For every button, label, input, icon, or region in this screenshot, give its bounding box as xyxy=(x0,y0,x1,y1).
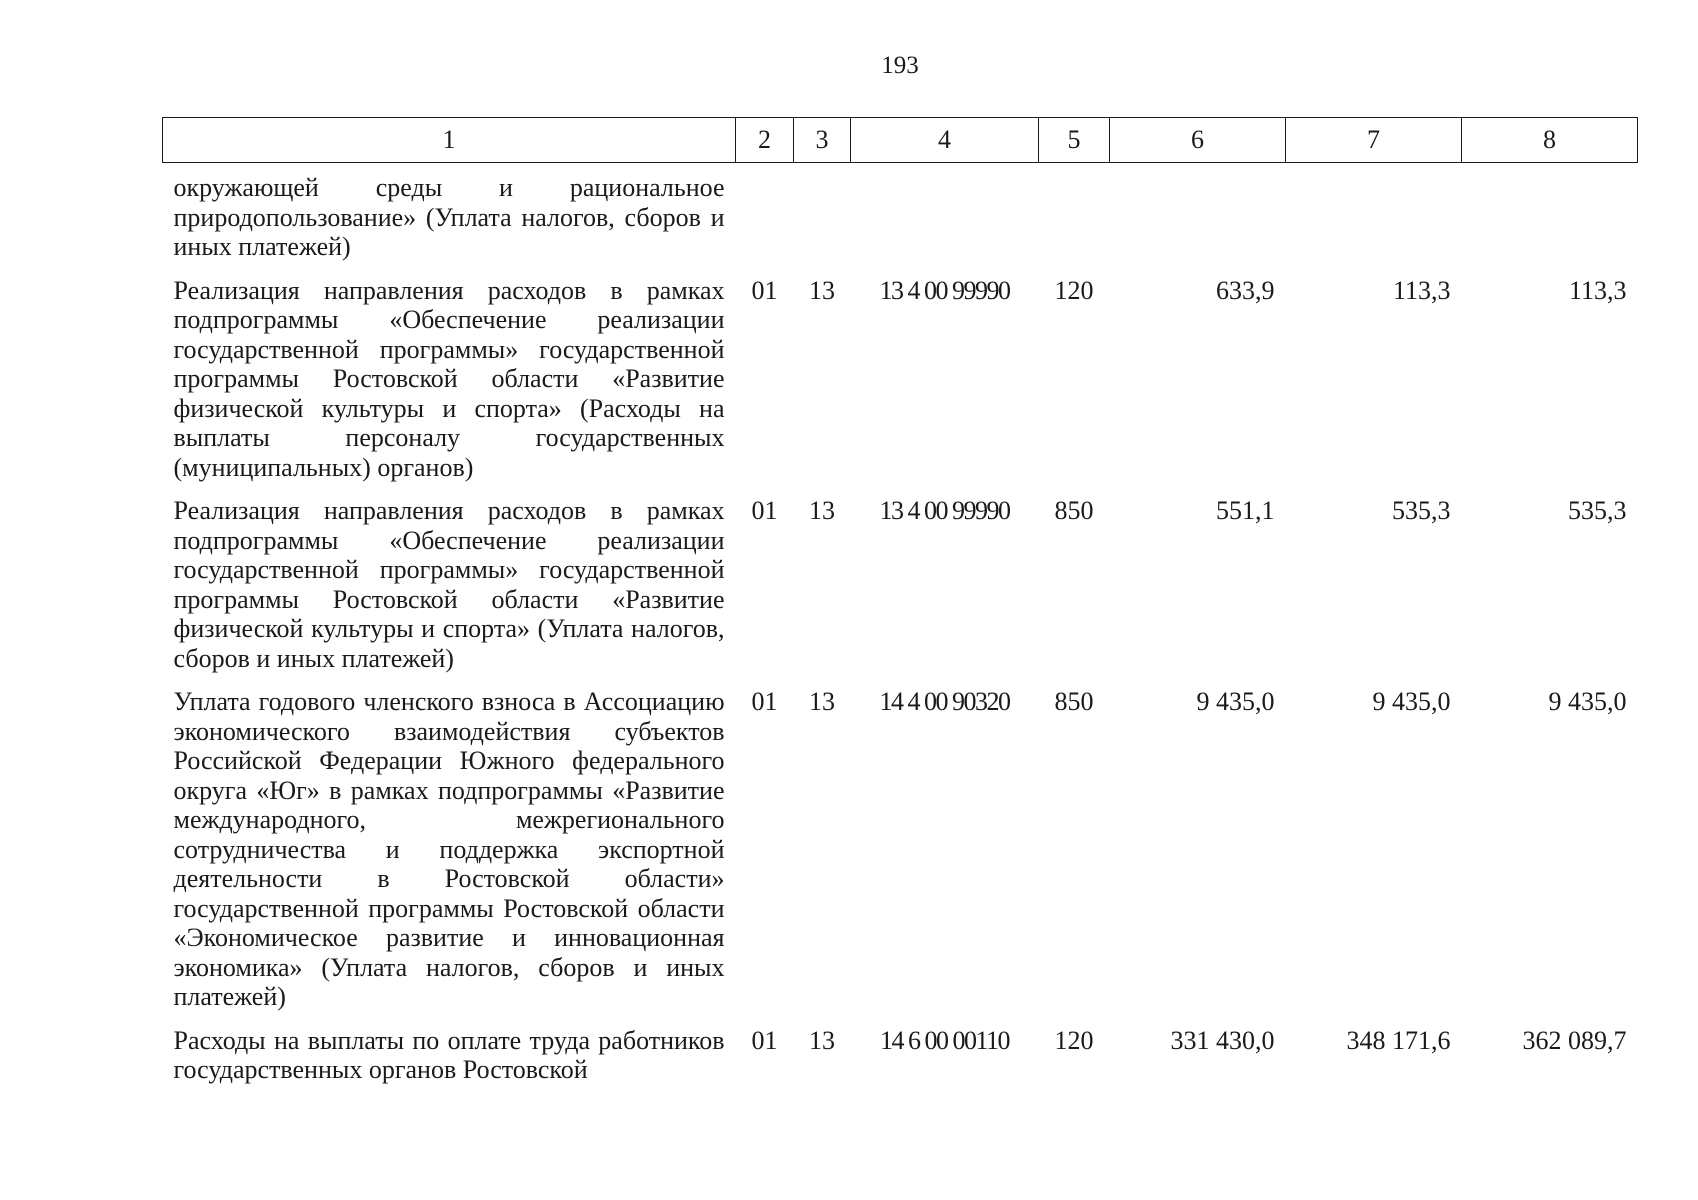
table-row xyxy=(163,276,1638,497)
row-description: Расходы на выплаты по оплате труда работников государственных органов Ростовской xyxy=(173,1025,725,1084)
amount-col7: 535,3 xyxy=(1392,496,1451,525)
column-header: 3 xyxy=(794,118,851,163)
amount-col7: 348 171,6 xyxy=(1346,1025,1451,1055)
amount-col7: 9 435,0 xyxy=(1372,687,1451,716)
target-article-code: 13 4 00 99990 xyxy=(879,275,1010,305)
target-article-code xyxy=(851,163,1039,276)
column-header: 5 xyxy=(1039,118,1110,163)
section-code: 01 xyxy=(751,1025,778,1055)
column-header: 2 xyxy=(736,118,794,163)
amount-col7: 113,3 xyxy=(1392,275,1451,305)
amount-col6: 633,9 xyxy=(1216,275,1275,305)
expense-type-code xyxy=(1039,163,1110,276)
budget-table xyxy=(162,117,1638,1085)
expense-type-code: 120 xyxy=(1054,275,1094,305)
amount-col6 xyxy=(1110,163,1286,276)
amount-col8: 9 435,0 xyxy=(1548,687,1627,716)
column-header: 8 xyxy=(1462,118,1638,163)
expense-type-code: 850 xyxy=(1054,687,1094,716)
subsection-code: 13 xyxy=(809,1025,835,1055)
column-header: 7 xyxy=(1286,118,1462,163)
target-article-code: 13 4 00 99990 xyxy=(879,496,1010,525)
amount-col8: 362 089,7 xyxy=(1522,1025,1627,1055)
column-header: 1 xyxy=(163,118,736,163)
table-body xyxy=(163,163,1638,1085)
amount-col8: 535,3 xyxy=(1568,496,1627,525)
table-row xyxy=(163,163,1638,276)
table-row xyxy=(163,1026,1638,1085)
target-article-code: 14 6 00 00110 xyxy=(879,1025,1010,1055)
column-header: 6 xyxy=(1110,118,1286,163)
amount-col6: 551,1 xyxy=(1216,496,1275,525)
section-code: 01 xyxy=(751,496,778,525)
table-header xyxy=(163,118,1638,163)
table-row xyxy=(163,496,1638,687)
amount-col6: 9 435,0 xyxy=(1196,687,1275,716)
amount-col8 xyxy=(1462,163,1638,276)
subsection-code: 13 xyxy=(809,687,835,716)
expense-type-code: 120 xyxy=(1054,1025,1094,1055)
row-description: Реализация направления расходов в рамках подпрограммы «Обеспечение реализации государственной программы» государственной программы Ростовской области «Развитие физической культуры и спорта» (Расходы на выплаты персоналу государственных (муниципальных) органов) xyxy=(173,275,725,482)
expense-type-code: 850 xyxy=(1054,496,1094,525)
section-code: 01 xyxy=(751,687,778,716)
column-header: 4 xyxy=(851,118,1039,163)
page-number: 193 xyxy=(881,52,919,79)
row-description: Уплата годового членского взноса в Ассоциацию экономического взаимодействия субъектов Российской Федерации Южного федерального округа «Юг» в рамках подпрограммы «Развитие международного, межрегионального сотрудничества и поддержка экспортной деятельности в Ростовской области» государственной программы Ростовской области «Экономическое развитие и инновационная экономика» (Уплата налогов, сборов и иных платежей) xyxy=(173,687,725,1011)
section-code: 01 xyxy=(751,275,778,305)
amount-col6: 331 430,0 xyxy=(1170,1025,1275,1055)
subsection-code xyxy=(794,163,851,276)
section-code xyxy=(736,163,794,276)
row-description: окружающей среды и рациональное природопользование» (Уплата налогов, сборов и иных платежей) xyxy=(173,173,725,261)
amount-col8: 113,3 xyxy=(1568,275,1627,305)
amount-col7 xyxy=(1286,163,1462,276)
subsection-code: 13 xyxy=(809,496,835,525)
subsection-code: 13 xyxy=(809,275,835,305)
row-description: Реализация направления расходов в рамках подпрограммы «Обеспечение реализации государственной программы» государственной программы Ростовской области «Развитие физической культуры и спорта» (Уплата налогов, сборов и иных платежей) xyxy=(173,496,725,673)
table-row xyxy=(163,687,1638,1026)
target-article-code: 14 4 00 90320 xyxy=(879,687,1010,716)
header-row xyxy=(163,118,1638,163)
